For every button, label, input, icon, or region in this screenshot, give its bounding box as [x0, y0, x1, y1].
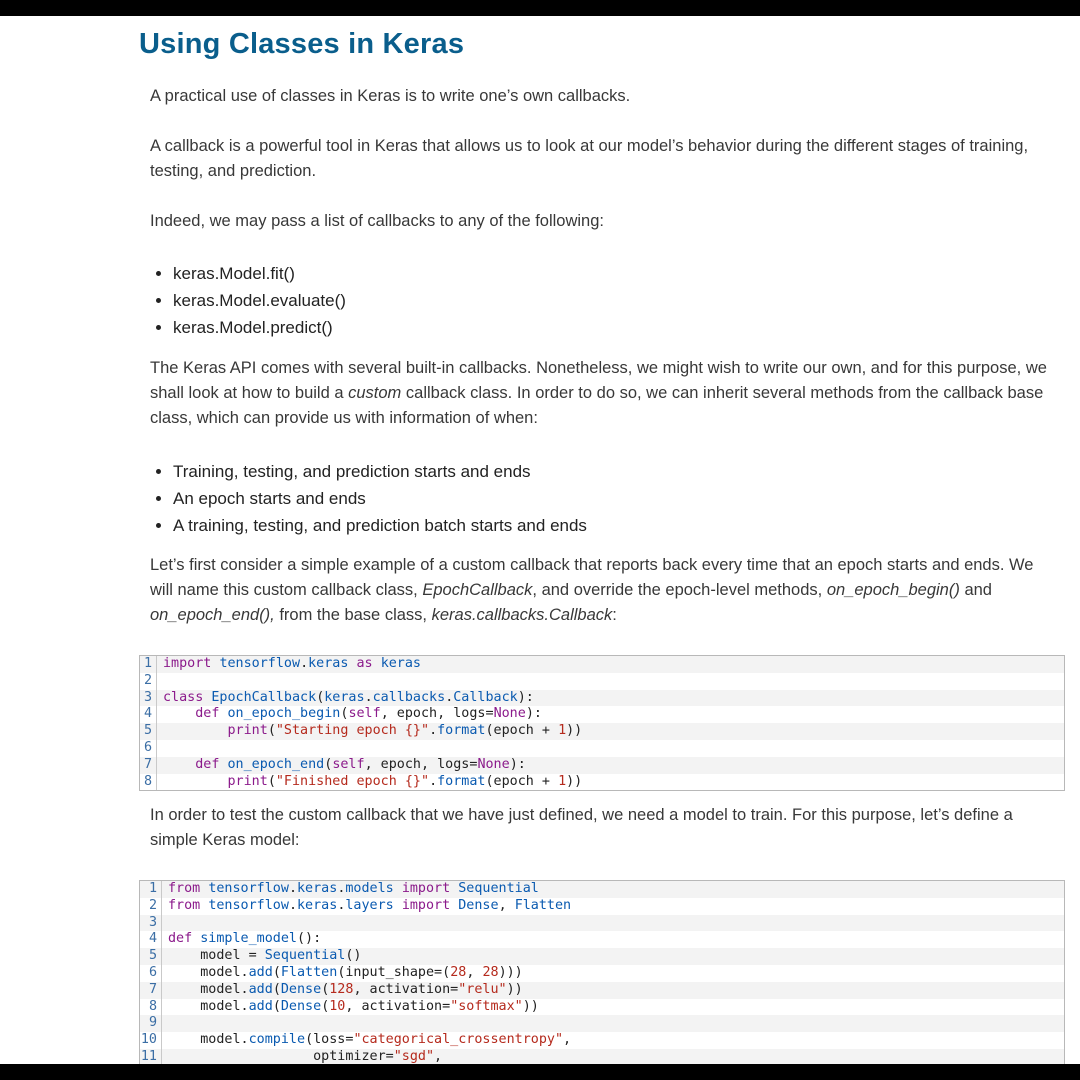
code-line: 5 model = Sequential()	[140, 948, 1064, 965]
list-item: An epoch starts and ends	[150, 485, 587, 512]
code-line: 10 model.compile(loss="categorical_crossentropy",	[140, 1032, 572, 1048]
builtin-callbacks-paragraph: The Keras API comes with several built-in callbacks. Nonetheless, we might wish to write our own, and for this purpose, we shall look at how to build a custom callback class. In order to do so, we can inherit several methods from the callback base class, which can provide us with information of when:	[150, 359, 1047, 427]
list-item: keras.Model.predict()	[150, 314, 346, 341]
code-line: 8 model.add(Dense(10, activation="softmax"))	[140, 999, 1064, 1016]
code-line: 5 print("Starting epoch {}".format(epoch + 1))	[140, 723, 1064, 740]
code-line: 7 def on_epoch_end(self, epoch, logs=None):	[140, 757, 1064, 774]
callback-events-list	[150, 458, 587, 539]
keras-methods-list	[150, 260, 346, 341]
code-line: 3	[140, 915, 1064, 932]
test-model-paragraph: In order to test the custom callback that we have just defined, we need a model to train. For this purpose, let’s define a simple Keras model:	[150, 806, 1013, 849]
code-line: 8 print("Finished epoch {}".format(epoch + 1))	[140, 774, 1064, 791]
callback-definition-paragraph: A callback is a powerful tool in Keras that allows us to look at our model’s behavior during the different stages of training, testing, and prediction.	[150, 137, 1029, 180]
code-line: 7 model.add(Dense(128, activation="relu"))	[140, 982, 1064, 999]
list-item: keras.Model.fit()	[150, 260, 346, 287]
list-item: Training, testing, and prediction starts and ends	[150, 458, 587, 485]
bottom-frame-bar	[0, 1064, 1080, 1080]
top-frame-bar	[0, 0, 1080, 16]
list-item: keras.Model.evaluate()	[150, 287, 346, 314]
code-line: 1 import tensorflow.keras as keras	[140, 656, 1064, 673]
epoch-callback-paragraph: Let’s first consider a simple example of a custom callback that reports back every time that an epoch starts and ends. We will name this custom callback class, EpochCallback, and override the epoch-level methods, on_epoch_begin() and on_epoch_end(), from the base class, keras.callbacks.Callback:	[150, 556, 1034, 624]
code-line: 11 optimizer="sgd",	[140, 1049, 1064, 1066]
code-line: 3 class EpochCallback(keras.callbacks.Callback):	[140, 690, 1064, 707]
code-line: 9	[140, 1015, 1064, 1032]
intro-paragraph: A practical use of classes in Keras is to write one’s own callbacks.	[150, 87, 631, 105]
list-item: A training, testing, and prediction batch starts and ends	[150, 512, 587, 539]
page-title: Using Classes in Keras	[139, 28, 465, 60]
code-line: 4 def simple_model():	[140, 931, 1064, 948]
code-block-epoch-callback	[139, 655, 1065, 791]
code-line: 2	[140, 673, 1064, 690]
code-line: 6 model.add(Flatten(input_shape=(28, 28)))	[140, 965, 1064, 982]
code-line: 4 def on_epoch_begin(self, epoch, logs=None):	[140, 706, 1064, 723]
code-block-simple-model	[139, 880, 1065, 1066]
callback-list-intro: Indeed, we may pass a list of callbacks to any of the following:	[150, 212, 604, 230]
code-line: 6	[140, 740, 1064, 757]
code-line: 1 from tensorflow.keras.models import Sequential	[140, 881, 1064, 898]
code-line: 2 from tensorflow.keras.layers import Dense, Flatten	[140, 898, 1064, 915]
